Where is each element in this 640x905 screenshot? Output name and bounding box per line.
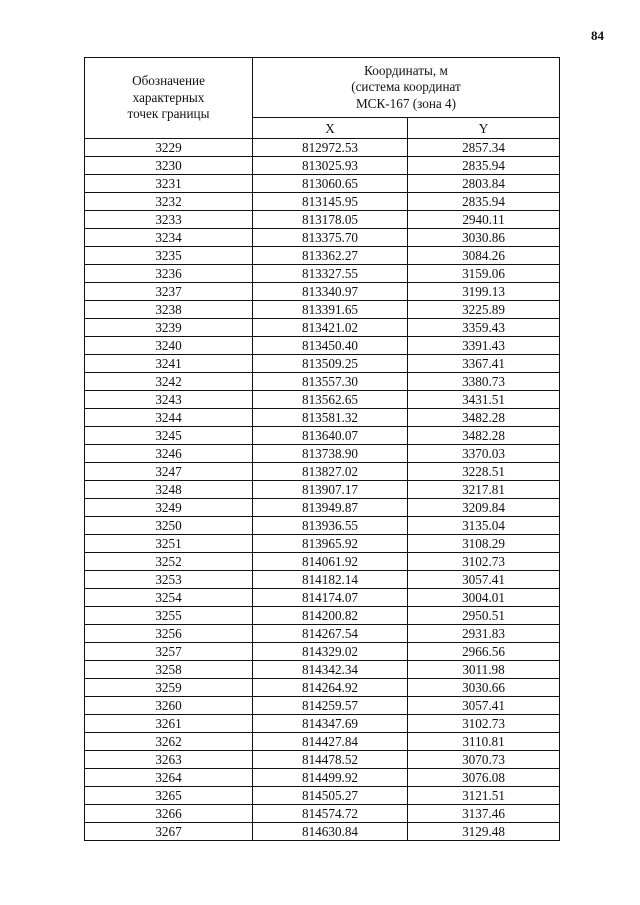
point-cell: 3265 xyxy=(85,787,253,805)
x-cell: 813421.02 xyxy=(253,319,408,337)
y-cell: 3004.01 xyxy=(408,589,560,607)
y-cell: 3482.28 xyxy=(408,409,560,427)
y-cell: 3129.48 xyxy=(408,823,560,841)
x-cell: 813178.05 xyxy=(253,211,408,229)
y-cell: 3102.73 xyxy=(408,553,560,571)
point-cell: 3239 xyxy=(85,319,253,337)
y-cell: 3199.13 xyxy=(408,283,560,301)
point-cell: 3246 xyxy=(85,445,253,463)
x-cell: 814182.14 xyxy=(253,571,408,589)
point-cell: 3260 xyxy=(85,697,253,715)
y-cell: 2940.11 xyxy=(408,211,560,229)
table-row xyxy=(85,499,560,517)
x-cell: 813375.70 xyxy=(253,229,408,247)
point-cell: 3250 xyxy=(85,517,253,535)
point-cell: 3251 xyxy=(85,535,253,553)
point-cell: 3249 xyxy=(85,499,253,517)
point-cell: 3253 xyxy=(85,571,253,589)
table-row xyxy=(85,175,560,193)
y-cell: 3057.41 xyxy=(408,571,560,589)
x-cell: 813327.55 xyxy=(253,265,408,283)
point-cell: 3232 xyxy=(85,193,253,211)
y-cell: 3121.51 xyxy=(408,787,560,805)
y-cell: 3431.51 xyxy=(408,391,560,409)
x-cell: 814630.84 xyxy=(253,823,408,841)
x-cell: 814347.69 xyxy=(253,715,408,733)
x-cell: 813936.55 xyxy=(253,517,408,535)
x-cell: 813362.27 xyxy=(253,247,408,265)
point-cell: 3234 xyxy=(85,229,253,247)
y-cell: 3030.86 xyxy=(408,229,560,247)
header-point-designation xyxy=(85,58,253,139)
table-row xyxy=(85,697,560,715)
table-row xyxy=(85,247,560,265)
header-x: X xyxy=(253,118,408,139)
point-cell: 3254 xyxy=(85,589,253,607)
y-cell: 3159.06 xyxy=(408,265,560,283)
point-cell: 3243 xyxy=(85,391,253,409)
point-cell: 3231 xyxy=(85,175,253,193)
y-cell: 3108.29 xyxy=(408,535,560,553)
header-point-line-3: точек границы xyxy=(127,106,210,122)
point-cell: 3262 xyxy=(85,733,253,751)
point-cell: 3229 xyxy=(85,139,253,157)
x-cell: 813640.07 xyxy=(253,427,408,445)
table-row xyxy=(85,229,560,247)
point-cell: 3247 xyxy=(85,463,253,481)
table-row xyxy=(85,679,560,697)
x-cell: 814342.34 xyxy=(253,661,408,679)
point-cell: 3264 xyxy=(85,769,253,787)
y-cell: 3209.84 xyxy=(408,499,560,517)
table-row xyxy=(85,337,560,355)
y-cell: 3135.04 xyxy=(408,517,560,535)
point-cell: 3233 xyxy=(85,211,253,229)
y-cell: 3110.81 xyxy=(408,733,560,751)
table-body xyxy=(85,139,560,841)
x-cell: 813907.17 xyxy=(253,481,408,499)
x-cell: 813145.95 xyxy=(253,193,408,211)
point-cell: 3242 xyxy=(85,373,253,391)
table-row xyxy=(85,553,560,571)
point-cell: 3235 xyxy=(85,247,253,265)
y-cell: 3370.03 xyxy=(408,445,560,463)
y-cell: 3057.41 xyxy=(408,697,560,715)
table-header xyxy=(85,58,560,139)
y-cell: 3070.73 xyxy=(408,751,560,769)
header-coords-line-1: Координаты, м xyxy=(364,62,448,78)
y-cell: 3380.73 xyxy=(408,373,560,391)
table-row xyxy=(85,427,560,445)
y-cell: 2835.94 xyxy=(408,193,560,211)
point-cell: 3259 xyxy=(85,679,253,697)
table-row xyxy=(85,769,560,787)
table-row xyxy=(85,571,560,589)
table-row xyxy=(85,517,560,535)
point-cell: 3237 xyxy=(85,283,253,301)
table-row xyxy=(85,643,560,661)
point-cell: 3258 xyxy=(85,661,253,679)
table-row xyxy=(85,391,560,409)
x-cell: 813562.65 xyxy=(253,391,408,409)
header-y: Y xyxy=(408,118,560,139)
table-row xyxy=(85,445,560,463)
x-cell: 813827.02 xyxy=(253,463,408,481)
x-cell: 814267.54 xyxy=(253,625,408,643)
point-cell: 3263 xyxy=(85,751,253,769)
x-cell: 813965.92 xyxy=(253,535,408,553)
table-row xyxy=(85,265,560,283)
point-cell: 3266 xyxy=(85,805,253,823)
x-cell: 814200.82 xyxy=(253,607,408,625)
table-row xyxy=(85,535,560,553)
x-cell: 814427.84 xyxy=(253,733,408,751)
point-cell: 3245 xyxy=(85,427,253,445)
table-row xyxy=(85,607,560,625)
table-row xyxy=(85,715,560,733)
y-cell: 2803.84 xyxy=(408,175,560,193)
x-cell: 814478.52 xyxy=(253,751,408,769)
point-cell: 3230 xyxy=(85,157,253,175)
table-row xyxy=(85,157,560,175)
y-cell: 3084.26 xyxy=(408,247,560,265)
x-cell: 814499.92 xyxy=(253,769,408,787)
coordinates-table xyxy=(84,57,560,841)
table-row xyxy=(85,733,560,751)
y-cell: 3391.43 xyxy=(408,337,560,355)
y-cell: 2966.56 xyxy=(408,643,560,661)
header-coords-line-2: (система координат xyxy=(351,79,461,95)
x-cell: 814259.57 xyxy=(253,697,408,715)
x-cell: 814505.27 xyxy=(253,787,408,805)
table-row xyxy=(85,751,560,769)
x-cell: 813949.87 xyxy=(253,499,408,517)
table-row xyxy=(85,409,560,427)
table-row xyxy=(85,283,560,301)
point-cell: 3236 xyxy=(85,265,253,283)
header-point-line-2: характерных xyxy=(132,89,205,105)
header-coords-line-3: МСК-167 (зона 4) xyxy=(355,95,457,111)
y-cell: 2835.94 xyxy=(408,157,560,175)
x-cell: 814061.92 xyxy=(253,553,408,571)
y-cell: 2931.83 xyxy=(408,625,560,643)
y-cell: 3137.46 xyxy=(408,805,560,823)
table-row xyxy=(85,373,560,391)
table-row xyxy=(85,661,560,679)
x-cell: 813060.65 xyxy=(253,175,408,193)
y-cell: 3102.73 xyxy=(408,715,560,733)
point-cell: 3252 xyxy=(85,553,253,571)
y-cell: 3225.89 xyxy=(408,301,560,319)
y-cell: 3482.28 xyxy=(408,427,560,445)
point-cell: 3240 xyxy=(85,337,253,355)
x-cell: 813340.97 xyxy=(253,283,408,301)
table-row xyxy=(85,355,560,373)
y-cell: 3367.41 xyxy=(408,355,560,373)
y-cell: 3011.98 xyxy=(408,661,560,679)
x-cell: 813509.25 xyxy=(253,355,408,373)
x-cell: 813738.90 xyxy=(253,445,408,463)
x-cell: 813581.32 xyxy=(253,409,408,427)
table-row xyxy=(85,625,560,643)
x-cell: 814329.02 xyxy=(253,643,408,661)
x-cell: 813557.30 xyxy=(253,373,408,391)
table-row xyxy=(85,823,560,841)
y-cell: 3076.08 xyxy=(408,769,560,787)
table-row xyxy=(85,319,560,337)
table-row xyxy=(85,463,560,481)
y-cell: 3217.81 xyxy=(408,481,560,499)
table-row xyxy=(85,139,560,157)
point-cell: 3255 xyxy=(85,607,253,625)
y-cell: 3359.43 xyxy=(408,319,560,337)
header-point-line-1: Обозначение xyxy=(132,73,205,89)
y-cell: 2950.51 xyxy=(408,607,560,625)
x-cell: 814174.07 xyxy=(253,589,408,607)
x-cell: 813450.40 xyxy=(253,337,408,355)
table-row xyxy=(85,193,560,211)
header-coordinates xyxy=(253,58,560,118)
point-cell: 3267 xyxy=(85,823,253,841)
table-row xyxy=(85,589,560,607)
x-cell: 813025.93 xyxy=(253,157,408,175)
x-cell: 813391.65 xyxy=(253,301,408,319)
point-cell: 3261 xyxy=(85,715,253,733)
table-row xyxy=(85,787,560,805)
table-row xyxy=(85,211,560,229)
point-cell: 3257 xyxy=(85,643,253,661)
y-cell: 2857.34 xyxy=(408,139,560,157)
point-cell: 3238 xyxy=(85,301,253,319)
table-row xyxy=(85,301,560,319)
point-cell: 3244 xyxy=(85,409,253,427)
point-cell: 3248 xyxy=(85,481,253,499)
x-cell: 812972.53 xyxy=(253,139,408,157)
point-cell: 3256 xyxy=(85,625,253,643)
x-cell: 814264.92 xyxy=(253,679,408,697)
point-cell: 3241 xyxy=(85,355,253,373)
table-row xyxy=(85,481,560,499)
y-cell: 3030.66 xyxy=(408,679,560,697)
x-cell: 814574.72 xyxy=(253,805,408,823)
y-cell: 3228.51 xyxy=(408,463,560,481)
page-number: 84 xyxy=(591,28,604,43)
table-row xyxy=(85,805,560,823)
